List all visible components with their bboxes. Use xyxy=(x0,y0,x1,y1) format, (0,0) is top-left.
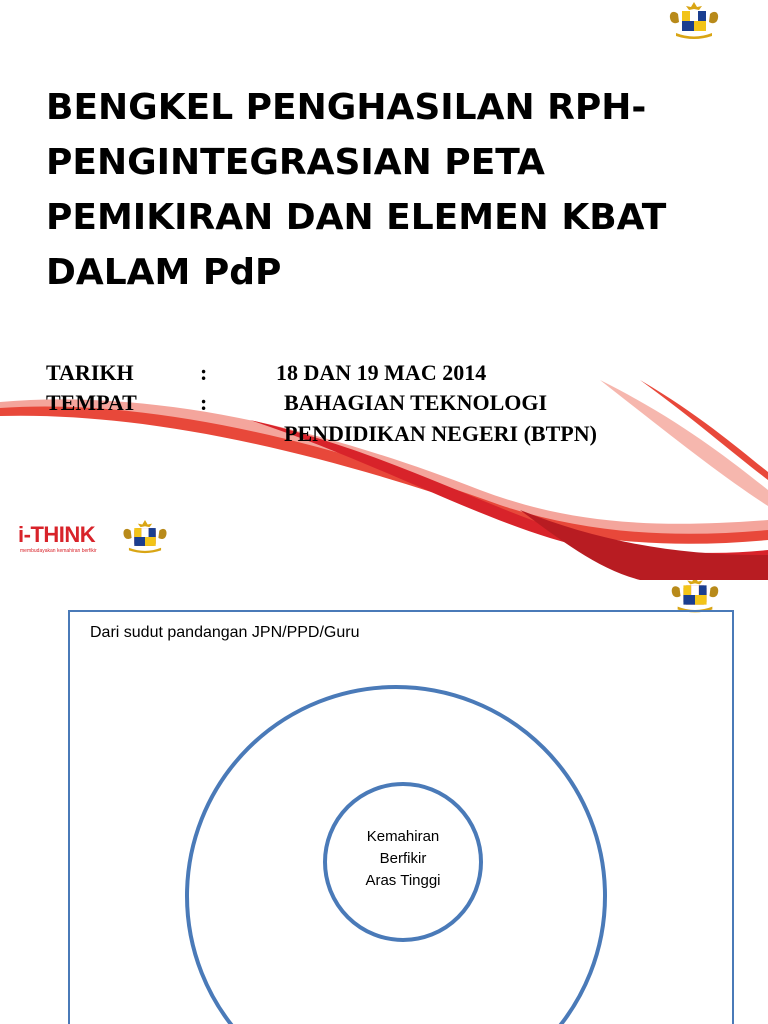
tarikh-label: TARIKH xyxy=(46,360,134,385)
tempat-value-line1: BAHAGIAN TEKNOLOGI xyxy=(284,390,548,415)
tarikh-colon: : xyxy=(200,360,208,385)
concentric-circles-diagram xyxy=(0,580,768,1024)
title-line: PEMIKIRAN DAN ELEMEN KBAT xyxy=(46,197,667,238)
ithink-logo xyxy=(18,522,118,560)
frame-label: Dari sudut pandangan JPN/PPD/Guru xyxy=(90,624,360,641)
malaysia-crest-icon xyxy=(120,516,170,558)
title-line: DALAM PdP xyxy=(46,252,282,293)
concept-slide xyxy=(0,580,768,1024)
center-label-line: Aras Tinggi xyxy=(365,872,441,889)
title-line: PENGINTEGRASIAN PETA xyxy=(46,142,545,183)
tempat-colon: : xyxy=(200,390,208,415)
tempat-label: TEMPAT xyxy=(46,390,137,415)
title-line: BENGKEL PENGHASILAN RPH- xyxy=(46,87,647,128)
slide-title xyxy=(46,80,736,300)
ithink-tagline: membudayakan kemahiran berfikir xyxy=(20,548,97,554)
tempat-value-line2: PENDIDIKAN NEGERI (BTPN) xyxy=(284,421,597,446)
ithink-logo-text: i-THINK xyxy=(18,522,96,547)
tarikh-value: 18 DAN 19 MAC 2014 xyxy=(276,360,487,385)
center-label-line: Kemahiran xyxy=(366,828,440,845)
center-label-line: Berfikir xyxy=(379,850,427,867)
malaysia-crest-icon xyxy=(666,0,722,42)
inner-circle-label xyxy=(325,826,481,892)
